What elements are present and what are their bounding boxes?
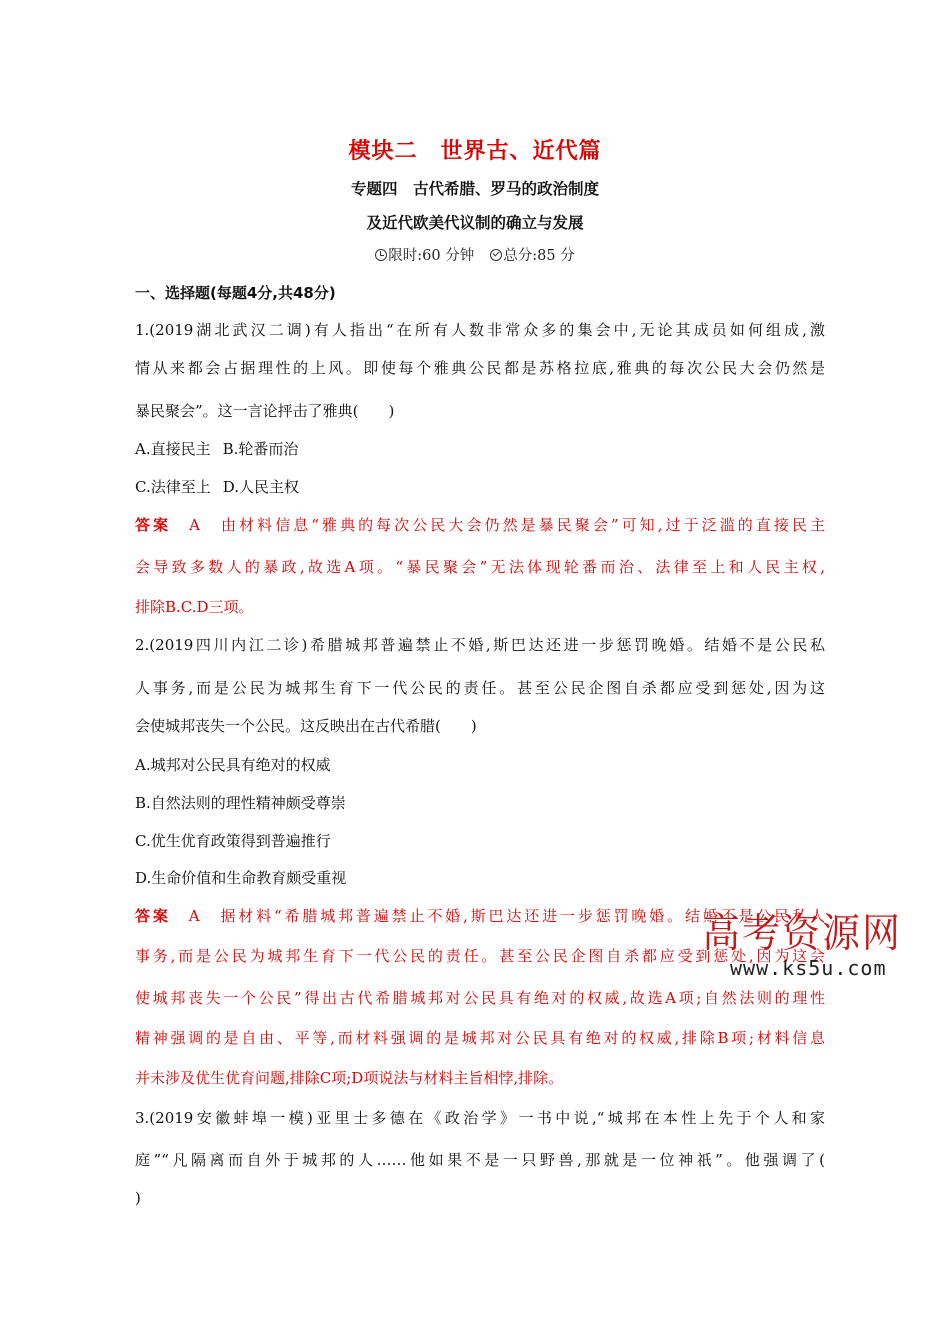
q2-answer-label: 答案 <box>135 907 171 925</box>
q1-answer-label: 答案 <box>135 516 172 534</box>
q1-option-a: A.直接民主 <box>135 440 211 458</box>
q2-answer-line-5: 并未涉及优生优育问题,排除C项;D项说法与材料主旨相悖,排除。 <box>135 1069 564 1087</box>
q1-option-c: C.法律至上 <box>135 478 211 496</box>
topic-title-line-2: 及近代欧美代议制的确立与发展 <box>366 214 584 232</box>
time-limit: 限时:60 分钟 <box>388 248 475 264</box>
watermark-title: 高考资源网 <box>702 909 903 957</box>
q1-stem-line-2: 情从来都会占据理性的上风。即使每个雅典公民都是苏格拉底,雅典的每次公民大会仍然是 <box>135 359 825 377</box>
q2-answer-line-4: 精神强调的是自由、平等,而材料强调的是城邦对公民具有绝对的权威,排除B项;材料信息 <box>135 1029 825 1047</box>
q2-option-d: D.生命价值和生命教育颇受重视 <box>135 869 347 887</box>
q1-option-b: B.轮番而治 <box>222 440 299 458</box>
watermark-url: www.ks5u.com <box>730 956 887 980</box>
q1-answer-text-1: 由材料信息“雅典的每次公民大会仍然是暴民聚会”可知,过于泛滥的直接民主 <box>217 516 825 534</box>
check-circle-icon <box>490 249 502 261</box>
q3-stem-line-2: 庭”“凡隔离而自外于城邦的人……他如果不是一只野兽,那就是一位神祇”。他强调了( <box>135 1151 825 1169</box>
q2-option-b: B.自然法则的理性精神颇受尊崇 <box>135 794 346 812</box>
q2-option-a: A.城邦对公民具有绝对的权威 <box>135 756 331 774</box>
q1-stem-line-3: 暴民聚会”。这一言论抨击了雅典( ) <box>135 402 395 420</box>
section-heading: 一、选择题(每题4分,共48分) <box>135 284 336 302</box>
q1-answer-line-1 <box>135 514 825 535</box>
q2-stem-line-2: 人事务,而是公民为城邦生育下一代公民的责任。甚至公民企图自杀都应受到惩处,因为这 <box>135 679 825 697</box>
q3-stem-line-1: 3.(2019安徽蚌埠一模)亚里士多德在《政治学》一书中说,“城邦在本性上先于个人和家 <box>135 1109 825 1127</box>
q1-answer-line-3: 排除B.C.D三项。 <box>135 598 254 616</box>
q2-stem-line-1: 2.(2019四川内江二诊)希腊城邦普遍禁止不婚,斯巴达还进一步惩罚晚婚。结婚不是公民私 <box>135 636 825 654</box>
total-score: 总分:85 分 <box>503 248 575 264</box>
q2-answer-text-1: 据材料“希腊城邦普遍禁止不婚,斯巴达还进一步惩罚晚婚。结婚不是公民私人 <box>217 907 825 925</box>
q1-option-d: D.人民主权 <box>222 478 299 496</box>
q2-answer-choice: A <box>188 907 200 925</box>
q1-options-row-2 <box>135 476 825 497</box>
q2-answer-line-2: 事务,而是公民为城邦生育下一代公民的责任。甚至公民企图自杀都应受到惩处,因为这会 <box>135 947 825 965</box>
q1-stem-line-1: 1.(2019湖北武汉二调)有人指出“在所有人数非常众多的集会中,无论其成员如何组成,激 <box>135 321 825 339</box>
q1-answer-choice: A <box>189 516 200 534</box>
q2-stem-line-3: 会使城邦丧失一个公民。这反映出在古代希腊( ) <box>135 717 477 735</box>
q2-option-c: C.优生优育政策得到普遍推行 <box>135 832 331 850</box>
exam-meta <box>0 244 950 265</box>
q3-stem-line-3: ) <box>135 1189 141 1207</box>
topic-title-line-1: 专题四 古代希腊、罗马的政治制度 <box>350 180 599 198</box>
clock-icon <box>375 249 387 261</box>
q2-answer-line-1 <box>135 905 825 926</box>
q2-answer-line-3: 使城邦丧失一个公民”得出古代希腊城邦对公民具有绝对的权威,故选A项;自然法则的理性 <box>135 989 825 1007</box>
q1-options-row-1 <box>135 438 825 459</box>
module-title: 模块二 世界古、近代篇 <box>348 139 602 164</box>
q1-answer-line-2: 会导致多数人的暴政,故选A项。“暴民聚会”无法体现轮番而治、法律至上和人民主权, <box>135 558 825 576</box>
